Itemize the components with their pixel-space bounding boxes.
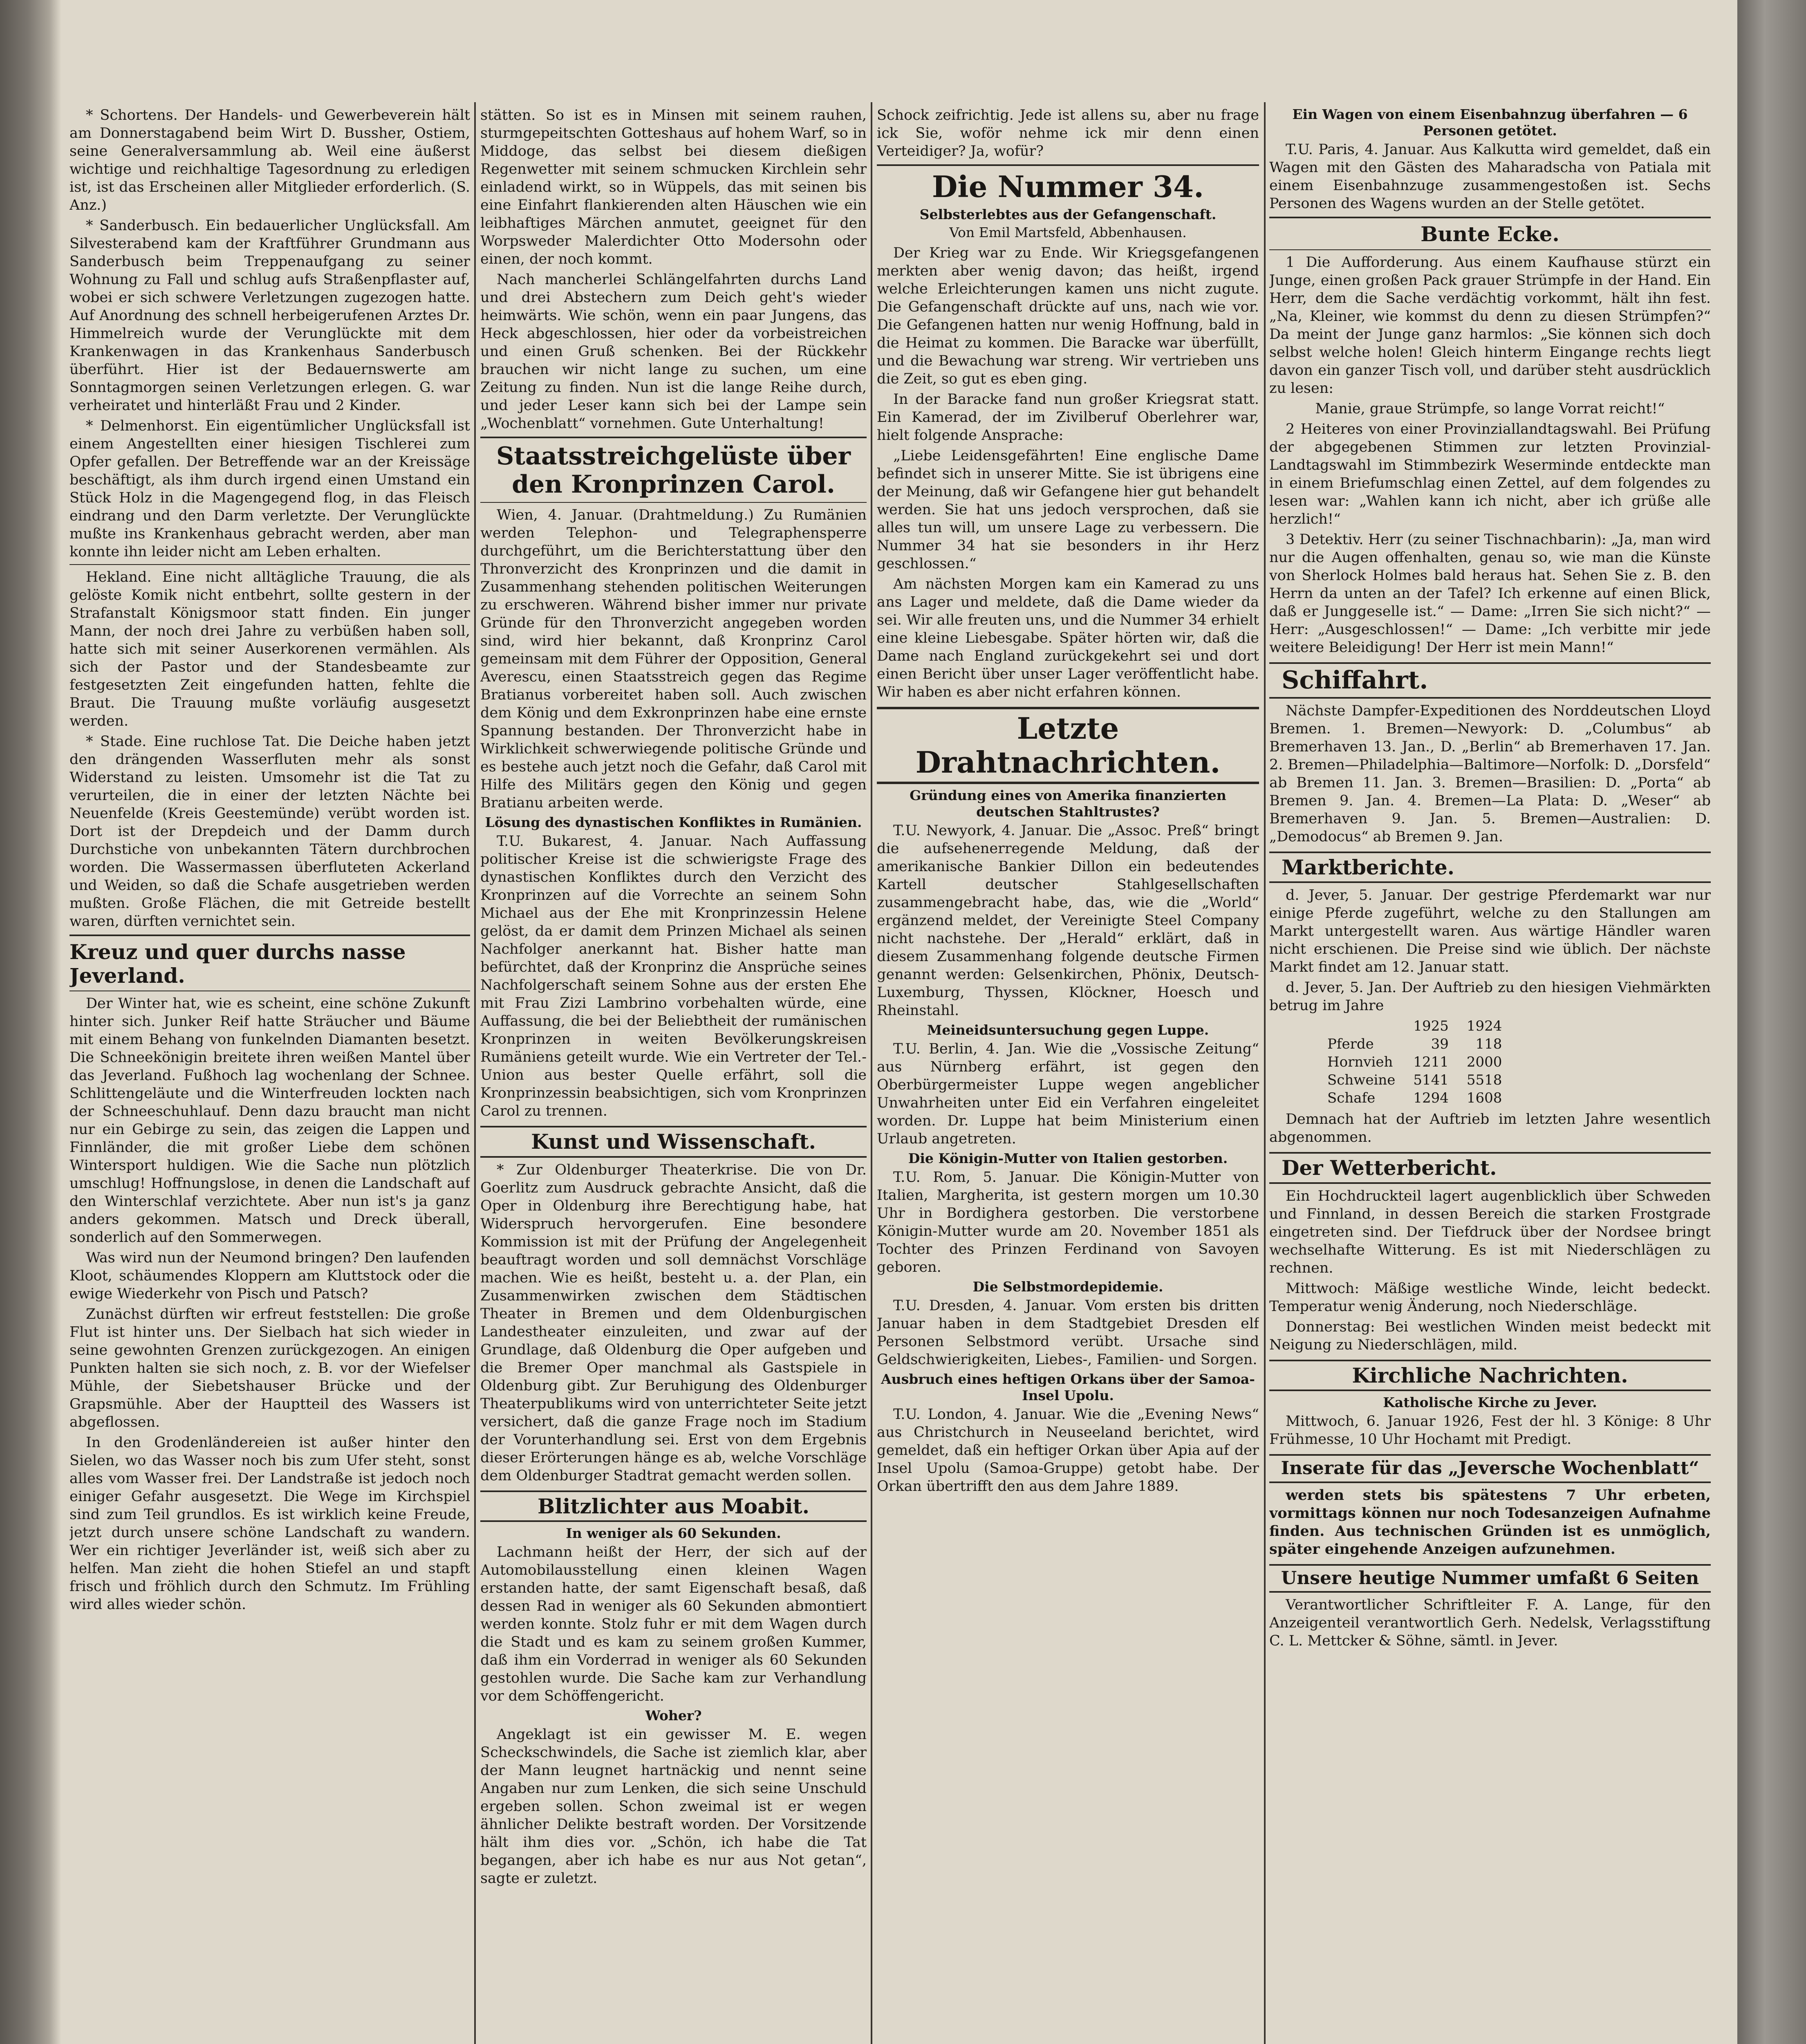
article-paragraph: d. Jever, 5. Januar. Der gestrige Pferdemarkt war nur einige Pferde zugeführt, welche zu den Stallungen am Markt untergestellt waren. Aus wärtige Händler waren nicht erschienen. Die Preise sind wie üblich. Der nächste Markt findet am 12. Januar statt.	[1269, 887, 1711, 975]
article-paragraph: Am nächsten Morgen kam ein Kamerad zu uns ans Lager und meldete, daß die Dame wieder da sei. Wir alle freuten uns, und die Nummer 34 erhielt eine kleine Liebesgabe. Später hörten wir, daß die Dame nach England zurückgekehrt sei und dort einen Bericht über unser Lager veröffentlicht habe. Wir haben es aber nicht erfahren können.	[877, 576, 1259, 700]
article-paragraph: In der Baracke fand nun großer Kriegsrat statt. Ein Kamerad, der im Zivilberuf Oberlehrer war, hielt folgende Ansprache:	[877, 391, 1259, 444]
section-headline: Schiffahrt.	[1282, 666, 1428, 695]
article-paragraph: 3 Detektiv. Herr (zu seiner Tischnachbarin): „Ja, man wird nur die Augen offenhalten, genau so, wie man die Künste von Sherlock Holmes bald heraus hat. Sehen Sie z. B. den Herrn da unten an der Tafel? Ich erkenne auf einen Blick, daß er Junggeselle ist.“ — Dame: „Irren Sie sich nicht?“ — Herr: „Ausgeschlossen!“ — Dame: „Ich verbitte mir jede weitere Beleidigung! Der Herr ist mein Mann!“	[1269, 531, 1711, 656]
table-row	[1318, 1089, 1511, 1107]
article-paragraph: Was wird nun der Neumond bringen? Den laufenden Kloot, schäumendes Kloppern am Kluttstock oder die ewige Wiederkehr von Pisch und Patsch?	[69, 1250, 470, 1302]
divider	[1269, 217, 1711, 218]
article-paragraph: T.U. Berlin, 4. Jan. Wie die „Vossische Zeitung“ aus Nürnberg erfährt, ist gegen den Oberbürgermeister Luppe wegen angeblicher Unwahrheiten unter Eid ein Verfahren eingeleitet worden. Dr. Luppe hat beim Ministerium einen Urlaub angetreten.	[877, 1041, 1259, 1148]
article-paragraph: Angeklagt ist ein gewisser M. E. wegen Scheckschwindels, die Sache ist ziemlich klar, aber der Mann leugnet hartnäckig und nennt seine Angaben nur zum Lenken, die sich seine Unschuld ergeben sollen. Schon zweimal ist er wegen ähnlicher Delikte bestraft worden. Der Vorsitzende hält ihm dies vor. „Schön, ich habe die Tat begangen, aber ich habe es nur aus Not getan“, sagte er zuletzt.	[480, 1726, 867, 1887]
page-edge	[1737, 0, 1806, 2044]
article-paragraph: Ein Hochdruckteil lagert augenblicklich über Schweden und Finnland, in dessen Bereich die starken Frostgrade eingetreten sind. Der Tiefdruck über der Nordsee bringt wechselhafte Witterung. Es ist mit Niederschlägen zu rechnen.	[1269, 1188, 1711, 1276]
article-paragraph: Zunächst dürften wir erfreut feststellen: Die große Flut ist hinter uns. Der Sielbach hat sich wieder in seine gewohnten Grenzen zurückgezogen. An einigen Punkten halten sie sich noch, z. B. vor der Wiefelser Mühle, der Siebetshauser Brücke und der Grapsmühle. Aber der Hauptteil des Wassers ist abgeflossen.	[69, 1306, 470, 1430]
article-paragraph: stätten. So ist es in Minsen mit seinem rauhen, sturmgepeitschten Gotteshaus auf hohem Warf, so in Middoge, das selbst bei diesem dießigen Regenwetter mit seinem schmucken Kirchlein sehr einladend wirkt, so in Wüppels, das mit seinen bis eine Einfahrt flankierenden alten Häuschen wie ein leibhaftiges Märchen anmutet, geeignet für den Worpsweder Malerdichter Otto Modersohn oder einen, der noch kommt.	[480, 107, 867, 267]
table-cell: 5518	[1466, 1072, 1502, 1088]
local-news-delmenhorst: * Delmenhorst. Ein eigentümlicher Unglücksfall ist einem Angestellten einer hiesigen Tischlerei zum Opfer gefallen. Der Betreffende war an der Kreissäge beschäftigt, als ihm durch irgend einen Umstand ein Stück Holz in die Magengegend flog, in das Fleisch eindrang und den Darm verletzte. Der Verunglückte mußte ins Krankenhaus gebracht werden, aber man konnte ihn leider nicht am Leben erhalten.	[69, 418, 470, 560]
livestock-table	[1318, 1017, 1511, 1107]
article-headline: Staatsstreichgelüste über den Kronprinzen Carol.	[496, 442, 851, 499]
article-paragraph: 2 Heiteres von einer Provinziallandtagswahl. Bei Prüfung der abgegebenen Stimmen zur letzten Provinzial-Landtagswahl im Stimmbezirk Weserminde entdeckte man in einem Briefumschlag einen Zettel, auf dem folgendes zu lesen war: „Wahlen kann ich nicht, aber ich grüße alle herzlich!“	[1269, 421, 1711, 527]
article-subheadline: Selbsterlebtes aus der Gefangenschaft.	[919, 206, 1217, 222]
article-subheadline: Woher?	[645, 1708, 702, 1724]
article-paragraph: T.U. Bukarest, 4. Januar. Nach Auffassung politischer Kreise ist die schwierigste Frage des dynastischen Konfliktes durch den Verzicht des Kronprinzen auf die Vorrechte an seinem Sohn Michael aus der Ehe mit Kronprinzessin Helene gelöst, da er damit dem Prinzen Michael als seinen Nachfolger anerkannt hat. Bisher hatte man befürchtet, daß der Kronprinz die Ansprüche seines Nachfolgerschaft seinem Sohne aus der ersten Ehe mit Frau Zizi Lambrino vorbehalten würde, eine Auffassung, die bei der Beliebtheit der rumänischen Kronprinzen in weiten Bevölkerungskreisen Rumäniens geteilt wurde. Wie ein Vertreter der Tel.-Union aus bester Quelle erfährt, soll die Kronprinzessin beabsichtigen, sich vom Kronprinzen Carol zu trennen.	[480, 833, 867, 1119]
column-rule	[1264, 102, 1266, 2044]
page-count-notice: Unsere heutige Nummer umfaßt 6 Seiten	[1281, 1567, 1699, 1589]
section-headline: Bunte Ecke.	[1421, 222, 1560, 246]
divider	[480, 502, 867, 503]
article-paragraph: Der Krieg war zu Ende. Wir Kriegsgefangenen merkten aber wenig davon; das heißt, irgend welche Erleichterungen kamen uns nicht zugute. Die Gefangenschaft drückte auf uns, nach wie vor. Die Gefangenen hatten nur wenig Hoffnung, bald in die Heimat zu kommen. Die Baracke war überfüllt, und die Bewachung war streng. Wir vertrieben uns die Zeit, so gut es eben ging.	[877, 244, 1259, 387]
table-cell: 1211	[1413, 1054, 1449, 1070]
column-4	[1269, 106, 1711, 2044]
column-2	[480, 106, 867, 2044]
divider	[1269, 249, 1711, 250]
column-rule	[474, 102, 476, 2044]
table-row	[1318, 1035, 1511, 1053]
article-subheadline: Lösung des dynastischen Konfliktes in Rumänien.	[485, 814, 862, 830]
article-paragraph: * Zur Oldenburger Theaterkrise. Die von Dr. Goerlitz zum Ausdruck gebrachte Ansicht, daß die Oper in Oldenburg ihre Berechtigung habe, hat Widerspruch hervorgerufen. Eine besondere Kommission ist mit der Prüfung der Angelegenheit beauftragt worden und soll demnächst Vorschläge machen. Wie es heißt, besteht u. a. der Plan, ein Zusammenwirken zwischen dem Städtischen Theater in Bremen und dem Oldenburgischen Landestheater einzuleiten, und zwar auf der Grundlage, daß Oldenburg die Oper aufgeben und die Bremer Oper manchmal als Gastspiele in Oldenburg gibt. Zur Beruhigung des Oldenburger Theaterpublikums wird von unterrichteter Seite jetzt versichert, daß die ganze Frage noch im Stadium der Vorunterhandlung sei. Erst von dem Ergebnis dieser Erörterungen hänge es ab, welche Vorschläge dem Oldenburger Stadtrat gemacht werden sollen.	[480, 1161, 867, 1484]
local-news-schortens: * Schortens. Der Handels- und Gewerbeverein hält am Donnerstagabend beim Wirt D. Bussher, Ostiem, seine Generalversammlung ab. Weil eine äußerst wichtige und reichhaltige Tagesordnung zu erledigen ist, ist das Erscheinen aller Mitglieder erforderlich. (S. Anz.)	[69, 107, 470, 213]
table-cell: Schafe	[1327, 1090, 1376, 1106]
divider	[877, 164, 1259, 166]
table-row	[1318, 1071, 1511, 1089]
article-paragraph: T.U. Rom, 5. Januar. Die Königin-Mutter von Italien, Margherita, ist gestern morgen um 10.30 Uhr in Bordighera gestorben. Die verstorbene Königin-Mutter wurde am 20. November 1851 als Tochter des Prinzen Ferdinand von Savoyen geboren.	[877, 1169, 1259, 1276]
article-subheadline: Ein Wagen von einem Eisenbahnzug überfahren — 6 Personen getötet.	[1292, 106, 1688, 139]
table-cell: Pferde	[1327, 1036, 1374, 1052]
article-headline: Kreuz und quer durchs nasse Jeverland.	[69, 940, 406, 988]
section-headline: Kunst und Wissenschaft.	[531, 1130, 816, 1154]
table-cell: Hornvieh	[1327, 1054, 1393, 1070]
local-news-stade: * Stade. Eine ruchlose Tat. Die Deiche haben jetzt den drängenden Wasserfluten mehr als sonst Widerstand zu leisten. Umsomehr ist die Tat zu verurteilen, die in einer der letzten Nächte bei Neuenfelde (Kreis Geestemünde) verübt worden ist. Dort ist der Drepdeich und der Damm durch Durchstiche von unbekannten Tätern durchbrochen worden. Die Wassermassen überfluteten Ackerland und Weiden, so daß die Schafe ausgetrieben werden mußten. Große Flächen, die mit Getreide bestellt waren, dürften vernichtet sein.	[69, 733, 470, 930]
table-cell: 39	[1431, 1036, 1449, 1052]
local-news-sanderbusch: * Sanderbusch. Ein bedauerlicher Unglücksfall. Am Silvesterabend kam der Kraftführer Grundmann aus Sanderbusch beim Treppenaufgang zu seiner Wohnung zu Fall und schlug aufs Straßenpflaster auf, wobei er sich schwere Verletzungen zugezogen hatte. Auf Anordnung des schnell herbeigerufenen Arztes Dr. Himmelreich wurde der Verunglückte mit dem Krankenwagen in das Krankenhaus Sanderbusch überführt. Hier ist der Bedauernswerte am Sonntagmorgen seinen Verletzungen erlegen. G. war verheiratet und hinterläßt Frau und 2 Kinder.	[69, 217, 470, 414]
section-headline: Kirchliche Nachrichten.	[1352, 1363, 1628, 1387]
table-cell: 5141	[1413, 1072, 1449, 1088]
article-paragraph: Donnerstag: Bei westlichen Winden meist bedeckt mit Neigung zu Niederschlägen, mild.	[1269, 1318, 1711, 1353]
article-subheadline: Katholische Kirche zu Jever.	[1383, 1394, 1597, 1410]
section-headline: Marktberichte.	[1282, 855, 1455, 879]
imprint: Verantwortlicher Schriftleiter F. A. Lange, für den Anzeigenteil verantwortlich Gerh. Nedelsk, Verlagsstiftung C. L. Mettcker & Söhne, sämtl. in Jever.	[1269, 1597, 1711, 1650]
table-header-cell: 1925	[1413, 1018, 1449, 1034]
table-row	[1318, 1053, 1511, 1071]
page-binding-gutter	[0, 0, 61, 2044]
article-paragraph: In den Grodenländereien ist außer hinter den Sielen, wo das Wasser noch bis zum Ufer steht, sonst alles vom Wasser frei. Der Landstraße ist jedoch noch einiger Gefahr ausgesetzt. Die Wege im Kirchspiel sind zum Teil grundlos. Es ist wirklich keine Freude, jetzt durch unsere schöne Landschaft zu wandern. Wer ein richtiger Jeverländer ist, weiß sich aber zu helfen. Man zieht die hohen Stiefel an und stapft frisch und fröhlich durch den Schmutz. Im Frühling wird alles wieder schön.	[69, 1434, 470, 1613]
article-paragraph: T.U. Dresden, 4. Januar. Vom ersten bis dritten Januar haben in dem Stadtgebiet Dresden elf Personen Selbstmord verübt. Ursache sind Geldschwierigkeiten, Liebes-, Familien- und Sorgen.	[877, 1298, 1259, 1368]
article-paragraph: Demnach hat der Auftrieb im letzten Jahre wesentlich abgenommen.	[1269, 1111, 1711, 1145]
article-paragraph: „Liebe Leidensgefährten! Eine englische Dame befindet sich in unserer Mitte. Sie ist übrigens eine der Meinung, daß wir Gefangene hier gut behandelt werden. Sie hat uns jedoch versprochen, daß sie alles tun will, um unsere Lage zu verbessern. Die Nummer 34 hat sie besonders in ihr Herz geschlossen.“	[877, 447, 1259, 572]
table-cell: 1608	[1466, 1090, 1502, 1106]
article-paragraph: Mittwoch, 6. Januar 1926, Fest der hl. 3 Könige: 8 Uhr Frühmesse, 10 Uhr Hochamt mit Predigt.	[1269, 1413, 1711, 1448]
table-cell: Schweine	[1327, 1072, 1396, 1088]
article-subheadline: Die Selbstmordepidemie.	[972, 1279, 1163, 1295]
article-paragraph: T.U. London, 4. Januar. Wie die „Evening News“ aus Christchurch in Neuseeland berichtet, wird gemeldet, daß ein heftiger Orkan über Apia auf der Insel Upolu (Samoa-Gruppe) getobt habe. Der Orkan übertrifft den aus dem Jahre 1889.	[877, 1406, 1259, 1495]
section-headline: Blitzlichter aus Moabit.	[537, 1494, 810, 1518]
article-headline: Die Nummer 34.	[932, 169, 1204, 204]
article-paragraph: Nächste Dampfer-Expeditionen des Norddeutschen Lloyd Bremen. 1. Bremen—Newyork: D. „Columbus“ ab Bremerhaven 13. Jan., D. „Berlin“ ab Bremerhaven 17. Jan. 2. Bremen—Philadelphia—Baltimore—Norfolk: D. „Dorsfeld“ ab Bremen 11. Jan. 3. Bremen—Brasilien: D. „Porta“ ab Bremen 9. Jan. 4. Bremen—La Plata: D. „Weser“ ab Bremerhaven 9. Jan. 5. Bremen—Australien: D. „Demodocus“ ab Bremen 9. Jan.	[1269, 702, 1711, 845]
section-headline: Inserate für das „Jeversche Wochenblatt“	[1281, 1458, 1699, 1479]
article-paragraph: T.U. Paris, 4. Januar. Aus Kalkutta wird gemeldet, daß ein Wagen mit den Gästen des Maharadscha von Patiala mit einem Eisenbahnzuge zusammengestoßen ist. Sechs Personen des Wagens wurden an der Stelle getötet.	[1269, 141, 1711, 212]
article-subheadline: Gründung eines von Amerika finanzierten deutschen Stahltrustes?	[910, 787, 1226, 820]
column-rule	[871, 102, 872, 2044]
table-cell: 2000	[1466, 1054, 1502, 1070]
section-headline: Der Wetterbericht.	[1282, 1156, 1497, 1180]
article-paragraph: d. Jever, 5. Jan. Der Auftrieb zu den hiesigen Viehmärkten betrug im Jahre	[1269, 979, 1711, 1014]
article-paragraph: Mittwoch: Mäßige westliche Winde, leicht bedeckt. Temperatur wenig Änderung, noch Niederschläge.	[1269, 1280, 1711, 1315]
divider	[69, 564, 470, 565]
article-subheadline: Meineidsuntersuchung gegen Luppe.	[927, 1022, 1209, 1038]
article-paragraph: 1 Die Aufforderung. Aus einem Kaufhause stürzt ein Junge, einen großen Pack grauer Strümpfe in der Hand. Ein Herr, dem die Sache verdächtig vorkommt, hält ihn fest. „Na, Kleiner, wie kommst du denn zu diesen Strümpfen?“ Da meint der Junge ganz harmlos: „Sie können sich doch selbst welche holen! Gleich hinterm Eingange rechts liegt davon ein ganzer Tisch voll, und darüber steht ausdrücklich zu lesen:	[1269, 254, 1711, 397]
article-paragraph: Lachmann heißt der Herr, der sich auf der Automobilausstellung einen kleinen Wagen erstanden hatte, der samt Eigenschaft besaß, daß dessen Rad in weniger als 60 Sekunden abmontiert werden konnte. Stolz fuhr er mit dem Wagen durch die Stadt und es kam zu seinem großen Kummer, daß ihm ein Vorderrad in weniger als 60 Sekunden gestohlen wurde. Die Sache kam zur Verhandlung vor dem Schöffengericht.	[480, 1544, 867, 1704]
column-3	[877, 106, 1259, 2044]
article-subheadline: In weniger als 60 Sekunden.	[566, 1525, 781, 1541]
table-header-row	[1318, 1017, 1511, 1035]
table-cell: 118	[1475, 1036, 1502, 1052]
article-byline: Von Emil Martsfeld, Abbenhausen.	[949, 224, 1187, 240]
table-cell: 1294	[1413, 1090, 1449, 1106]
article-paragraph: werden stets bis spätestens 7 Uhr erbeten, vormittags können nur noch Todesanzeigen Aufnahme finden. Aus technischen Gründen ist es unmöglich, später eingehende Anzeigen aufzunehmen.	[1269, 1486, 1711, 1558]
article-paragraph: T.U. Newyork, 4. Januar. Die „Assoc. Preß“ bringt die aufsehenerregende Meldung, daß der amerikanische Bankier Dillon ein bedeutendes Kartell deutscher Stahlgesellschaften zusammengebracht habe, das, wie die „World“ ergänzend meldet, der Vereinigte Steel Company nicht nachstehe. Der „Herald“ erklärt, daß in diesem Zusammenhang folgende deutsche Firmen genannt werden: Gelsenkirchen, Phönix, Deutsch-Luxemburg, Thyssen, Klöckner, Hoesch und Rheinstahl.	[877, 823, 1259, 1019]
article-paragraph: Wien, 4. Januar. (Drahtmeldung.) Zu Rumänien werden Telephon- und Telegraphensperre durchgeführt, um die Berichterstattung über den Thronverzicht des Kronprinzen und die damit in Zusammenhang stehenden politischen Weiterungen zu erschweren. Während bisher immer nur private Gründe für den Thronverzicht angegeben worden sind, wird hier bekannt, daß Kronprinz Carol gemeinsam mit dem Führer der Opposition, General Averescu, einen Staatsstreich gegen das Regime Bratianus vorbereitet haben soll. Auch zwischen dem König und dem Exkronprinzen habe eine ernste Spannung bestanden. Der Thronverzicht habe in Wirklichkeit schwerwiegende politische Gründe und es bestehe auch jetzt noch die Gefahr, daß Carol mit Hilfe des Militärs gegen den König und gegen Bratianu arbeiten werde.	[480, 507, 867, 811]
article-subheadline: Die Königin-Mutter von Italien gestorben.	[908, 1150, 1228, 1167]
column-1	[69, 106, 470, 2044]
article-paragraph: Nach mancherlei Schlängelfahrten durchs Land und drei Abstechern zum Deich geht's wieder heimwärts. Wie schön, wenn ein paar Jungens, das Heck abgeschlossen, hier oder da vorbeistreichen und einen Gruß schenken. Bei der Rückkehr brauchen wir nicht lange zu suchen, um eine Zeitung zu finden. Nun ist die lange Reihe durch, und jeder Leser kann sich bei der Lampe sein „Wochenblatt“ vornehmen. Gute Unterhaltung!	[480, 271, 867, 432]
divider	[480, 437, 867, 438]
article-subheadline: Ausbruch eines heftigen Orkans über der Samoa-Insel Upolu.	[881, 1371, 1255, 1404]
article-paragraph: Der Winter hat, wie es scheint, eine schöne Zukunft hinter sich. Junker Reif hatte Sträucher und Bäume mit einem Behang von funkelnden Diamanten besetzt. Die Schneekönigin breitete ihren weißen Mantel über das Jeverland. Fußhoch lag wochenlang der Schnee. Schlittengeläute und die Winterfreuden lockten nach der Schneeschuhlauf. Denn dazu braucht man nicht nur ein Gebirge zu sein, das zeigen die Lappen und Finnländer, die mit großer Liebe dem schönen Wintersport huldigen. Wie die Sache nun plötzlich umschlug! Hoffnungslose, in denen die Landschaft auf den Winterschlaf verzichtete. Aber nun ist's ja ganz anders gekommen. Matsch und Dreck überall, sonderlich auf den Sommerwegen.	[69, 995, 470, 1246]
article-paragraph: Schock zeifrichtig. Jede ist allens su, aber nu frage ick Sie, woför nehme ick mir denn einen Verteidiger? Ja, wofür?	[877, 107, 1259, 159]
section-headline: Letzte Drahtnachrichten.	[915, 710, 1221, 780]
table-header-cell: 1924	[1466, 1018, 1502, 1034]
article-paragraph: Manie, graue Strümpfe, so lange Vorrat reicht!“	[1315, 400, 1665, 417]
divider	[69, 935, 470, 936]
local-news-hekland: Hekland. Eine nicht alltägliche Trauung, die als gelöste Komik nicht entbehrt, sollte gestern in der Strafanstalt Königsmoor statt finden. Ein junger Mann, der noch drei Jahre zu verbüßen haben soll, hatte sich mit seiner Auserkorenen vermählen. Als sich der Pastor und der Standesbeamte zur festgesetzten Zeit eingefunden hatten, fehlte die Braut. Die Trauung mußte vorläufig ausgesetzt werden.	[69, 569, 470, 729]
table-header-cell	[1318, 1017, 1404, 1035]
